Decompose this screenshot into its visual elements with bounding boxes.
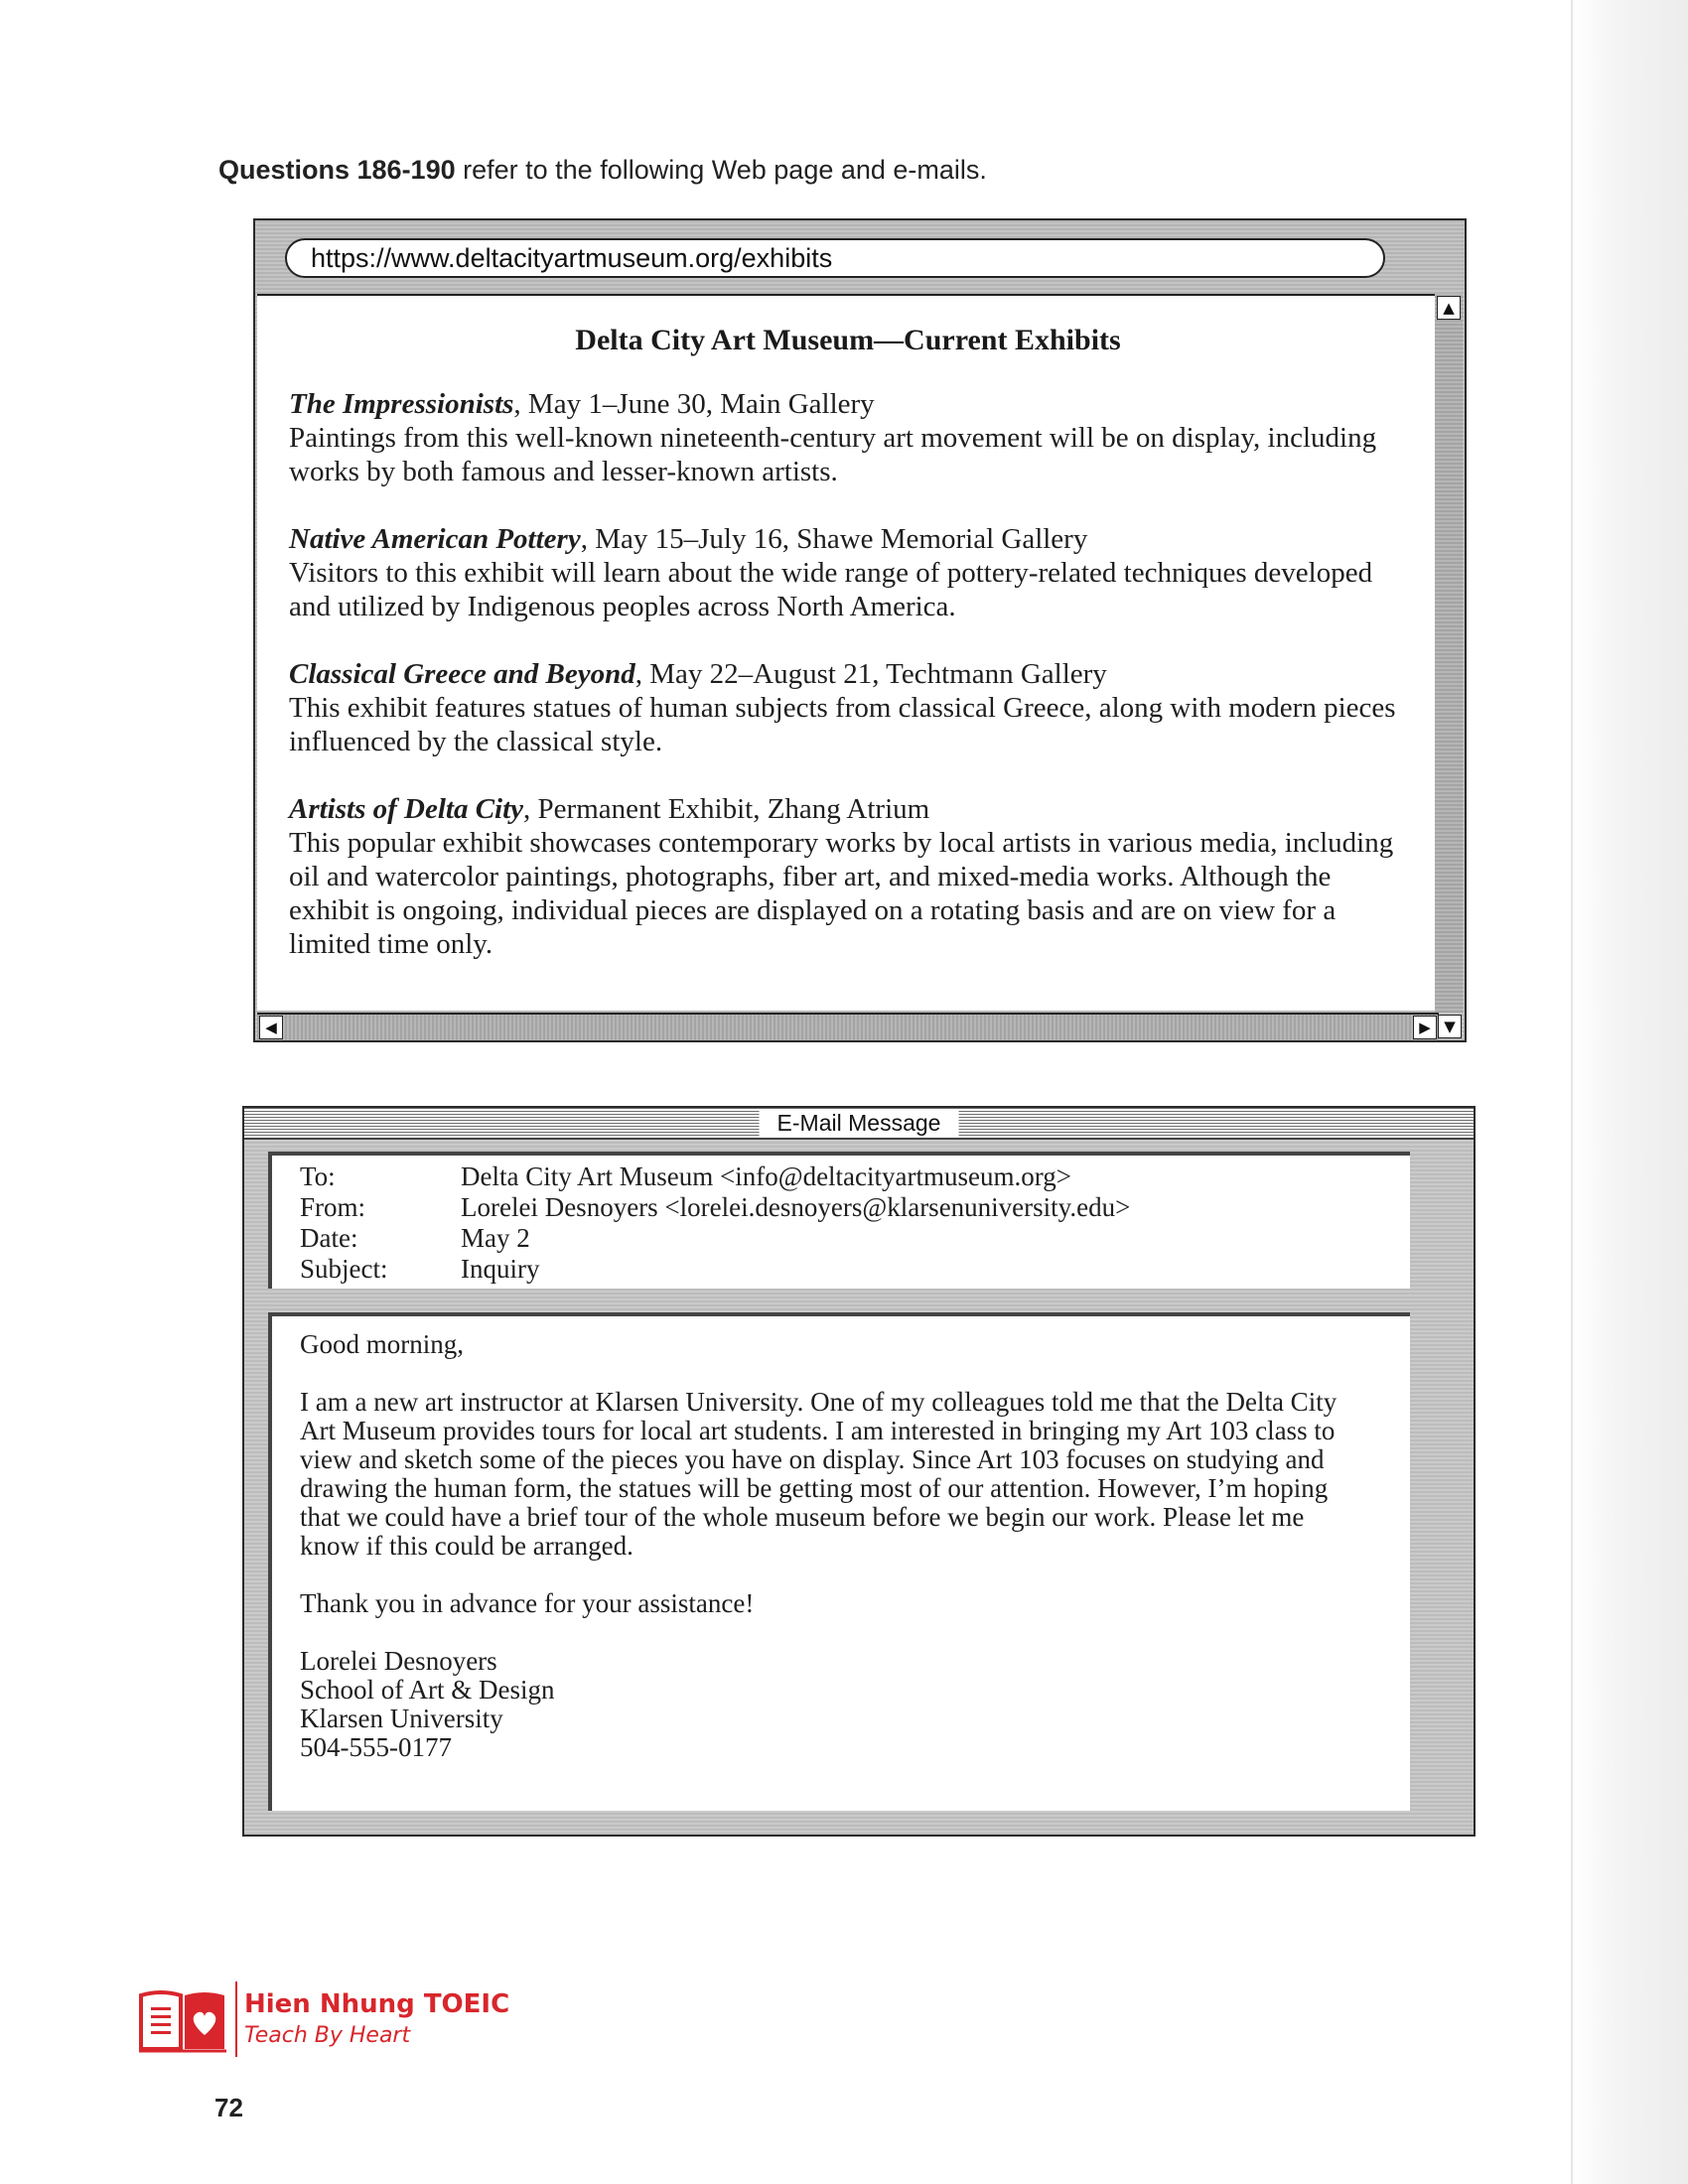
page-edge-shadow [1571, 0, 1688, 2184]
email-signature [300, 1647, 1370, 1762]
subject-value: Inquiry [461, 1254, 540, 1284]
browser-window [253, 218, 1467, 1042]
exhibit-details: , May 1–June 30, Main Gallery [513, 388, 875, 420]
brand-tagline: Teach By Heart [244, 2023, 411, 2048]
exhibit-item [289, 657, 1407, 758]
from-label: From: [300, 1192, 366, 1222]
page-number: 72 [214, 2093, 243, 2122]
questions-intro [218, 155, 987, 186]
horizontal-scrollbar[interactable] [257, 1013, 1439, 1040]
exhibit-name: Artists of Delta City [289, 793, 524, 825]
email-thanks: Thank you in advance for your assistance! [300, 1588, 755, 1618]
scroll-right-icon[interactable]: ▶ [1413, 1016, 1437, 1039]
exhibit-description: This popular exhibit showcases contemporary works by local artists in various media, including oil and watercolor paintings, photographs, fiber art, and mixed-media works. Although the exhibit is ongoing, individual pieces are displayed on a rotating basis and are on view for a limited time only. [289, 827, 1394, 960]
email-paragraph: I am a new art instructor at Klarsen University. One of my colleagues told me that the Delta City Art Museum provides tours for local art students. I am interested in bringing my Art 103 class to view and sketch some of the pieces you have on display. Since Art 103 focuses on studying and drawing the human form, the statues will be getting most of our attention. However, I’m hoping that we could have a brief tour of the whole museum before we begin our work. Please let me know if this could be arranged. [300, 1387, 1337, 1561]
scroll-up-icon[interactable]: ▲ [1437, 296, 1461, 320]
email-header [268, 1152, 1410, 1289]
email-window-title: E-Mail Message [760, 1109, 959, 1137]
date-label: Date: [300, 1223, 358, 1253]
exhibit-name: Classical Greece and Beyond [289, 658, 635, 690]
exhibit-details: , Permanent Exhibit, Zhang Atrium [523, 793, 930, 825]
signature-department: School of Art & Design [300, 1675, 555, 1705]
signature-university: Klarsen University [300, 1704, 503, 1733]
exhibit-details: , May 22–August 21, Techtmann Gallery [634, 658, 1107, 690]
vertical-scrollbar[interactable] [1435, 294, 1463, 1013]
questions-intro-text: refer to the following Web page and e-mails. [455, 155, 987, 185]
page-title: Delta City Art Museum—Current Exhibits [575, 324, 1121, 356]
signature-name: Lorelei Desnoyers [300, 1646, 497, 1676]
web-page-content [257, 294, 1439, 1011]
brand-divider [235, 1981, 237, 2057]
questions-range: Questions 186-190 [218, 155, 456, 185]
scroll-left-icon[interactable]: ◀ [259, 1016, 283, 1039]
date-value: May 2 [461, 1223, 530, 1253]
exhibit-item [289, 522, 1407, 623]
subject-label: Subject: [300, 1254, 388, 1284]
scroll-down-icon[interactable]: ▼ [1438, 1015, 1462, 1038]
email-titlebar [244, 1108, 1474, 1140]
to-value: Delta City Art Museum <info@deltacityartmuseum.org> [461, 1161, 1071, 1191]
page-edge-line [1571, 0, 1573, 2184]
exhibit-description: Visitors to this exhibit will learn about the wide range of pottery-related techniques developed and utilized by Indigenous peoples across North America. [289, 557, 1373, 622]
email-window [242, 1106, 1476, 1837]
exhibit-item [289, 387, 1407, 488]
to-label: To: [300, 1161, 336, 1191]
signature-phone: 504-555-0177 [300, 1732, 452, 1762]
book-heart-logo-icon [137, 1985, 228, 2057]
url-bar[interactable]: https://www.deltacityartmuseum.org/exhibits [285, 238, 1385, 278]
exhibit-description: Paintings from this well-known nineteenth-century art movement will be on display, including works by both famous and lesser-known artists. [289, 422, 1377, 487]
exhibit-description: This exhibit features statues of human subjects from classical Greece, along with modern pieces influenced by the classical style. [289, 692, 1396, 757]
exhibit-item [289, 792, 1407, 961]
email-body [268, 1312, 1410, 1811]
from-value: Lorelei Desnoyers <lorelei.desnoyers@klarsenuniversity.edu> [461, 1192, 1131, 1222]
exhibit-details: , May 15–July 16, Shawe Memorial Gallery [580, 523, 1088, 555]
email-greeting: Good morning, [300, 1329, 464, 1359]
exhibit-name: The Impressionists [289, 388, 514, 420]
brand-name: Hien Nhung TOEIC [244, 1989, 510, 2019]
exhibit-name: Native American Pottery [289, 523, 581, 555]
